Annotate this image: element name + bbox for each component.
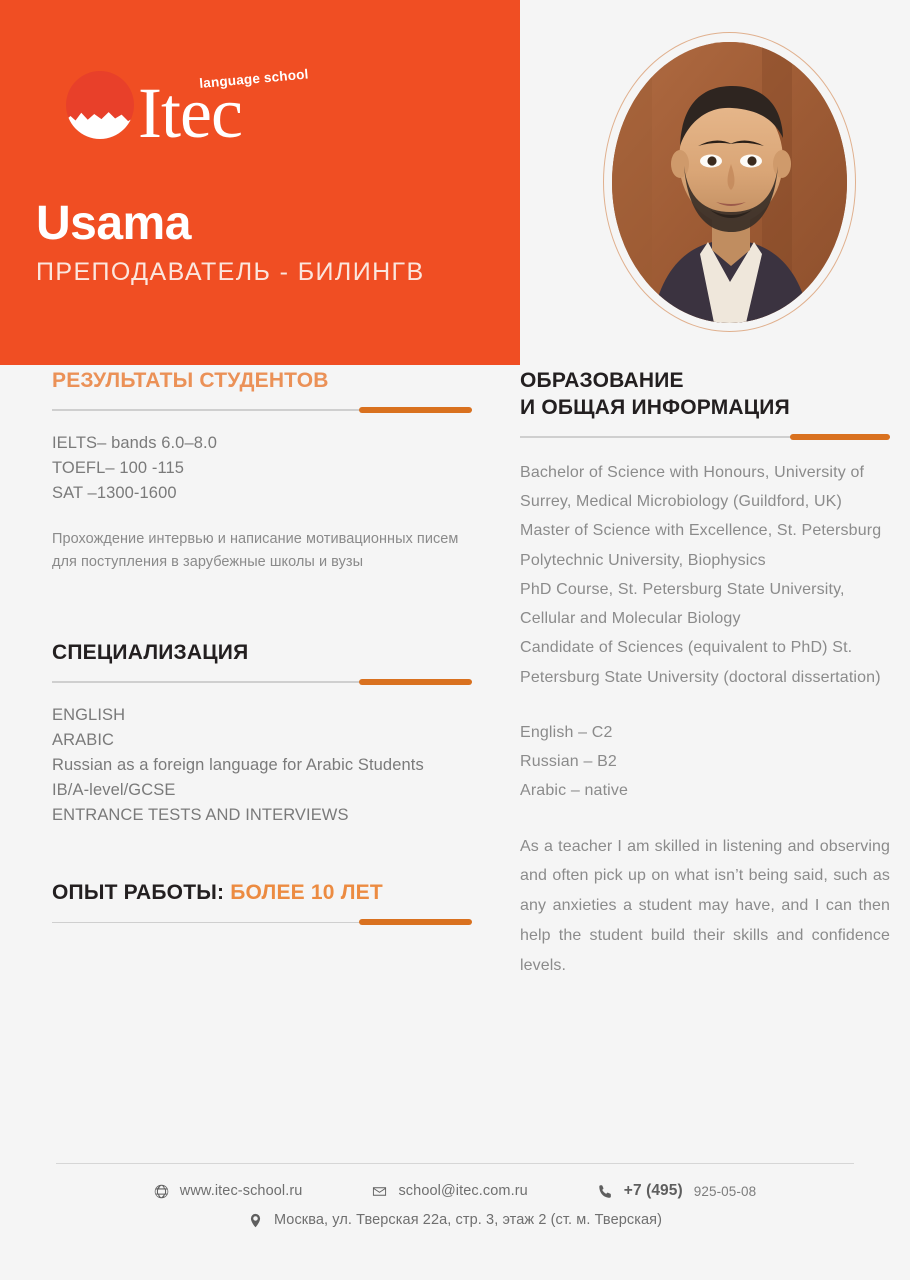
section-student-results — [52, 368, 472, 574]
specialization-item: ENGLISH — [52, 705, 126, 724]
footer-separator — [56, 1163, 854, 1164]
section-experience — [52, 880, 472, 925]
footer-row-address — [0, 1212, 910, 1228]
section-specialization — [52, 640, 472, 828]
envelope-icon — [372, 1184, 387, 1199]
section-divider — [52, 919, 472, 925]
logo-wordmark — [138, 66, 310, 153]
result-line: SAT –1300-1600 — [52, 484, 177, 503]
section-divider — [520, 434, 890, 440]
specialization-item: Russian as a foreign language for Arabic Students — [52, 755, 424, 774]
specialization-item: ARABIC — [52, 730, 115, 749]
mountain-shape — [66, 107, 134, 139]
education-entry: Master of Science with Excellence, St. Petersburg Polytechnic University, Biophysics — [520, 522, 882, 569]
result-line: IELTS– bands 6.0–8.0 — [52, 433, 217, 452]
contact-address[interactable] — [248, 1212, 662, 1228]
experience-value: БОЛЕЕ 10 ЛЕТ — [230, 881, 383, 905]
itec-circle-icon — [66, 71, 134, 139]
email-text: school@itec.com.ru — [398, 1183, 528, 1199]
right-column — [520, 368, 890, 980]
section-title-education-line1: ОБРАЗОВАНИЕ — [520, 369, 684, 392]
section-divider — [52, 407, 472, 413]
avatar-photo — [612, 42, 847, 323]
person-name: Usama — [36, 197, 191, 250]
experience-label: ОПЫТ РАБОТЫ: — [52, 881, 225, 905]
footer-row-primary — [0, 1182, 910, 1200]
language-level: English – C2 — [520, 723, 613, 741]
contact-website[interactable] — [154, 1183, 303, 1199]
content-area — [0, 368, 910, 1158]
education-entry: Bachelor of Science with Honours, University of Surrey, Medical Microbiology (Guildford, UK) — [520, 463, 865, 511]
specialization-item: ENTRANCE TESTS AND INTERVIEWS — [52, 806, 349, 825]
spacer — [52, 828, 472, 880]
result-line: TOEFL– 100 -115 — [52, 458, 185, 477]
about-paragraph: As a teacher I am skilled in listening and observing and often pick up on what isn’t being said, such as any anxieties a student may have, and I can then help the student build their skills and confidence levels. — [520, 837, 890, 974]
contact-phone[interactable] — [598, 1182, 756, 1200]
section-title-education-line2: И ОБЩАЯ ИНФОРМАЦИЯ — [520, 395, 790, 419]
phone-number: 925-05-08 — [693, 1183, 757, 1199]
phone-icon — [598, 1184, 613, 1199]
header-banner — [0, 0, 910, 368]
left-column — [52, 368, 472, 943]
contact-email[interactable] — [372, 1183, 527, 1199]
section-divider — [52, 679, 472, 685]
website-text: www.itec-school.ru — [179, 1183, 303, 1199]
portrait-illustration — [612, 42, 847, 323]
footer-contacts — [0, 1182, 910, 1228]
brand-logo[interactable] — [66, 57, 310, 153]
spacer — [520, 692, 890, 718]
globe-icon — [154, 1184, 169, 1199]
location-pin-icon — [248, 1213, 263, 1228]
phone-prefix: +7 (495) — [623, 1182, 683, 1199]
spacer — [52, 574, 472, 640]
language-level: Arabic – native — [520, 782, 629, 800]
section-education — [520, 368, 890, 980]
section-title-experience — [52, 880, 472, 907]
section-title-specialization: СПЕЦИАЛИЗАЦИЯ — [52, 640, 249, 664]
avatar — [603, 32, 856, 332]
person-role: ПРЕПОДАВАТЕЛЬ - БИЛИНГВ — [36, 258, 425, 286]
education-entry: PhD Course, St. Petersburg State University, Cellular and Molecular Biology — [520, 580, 845, 628]
results-note: Прохождение интервью и написание мотивационных писем для поступления в зарубежные школы и вузы — [52, 531, 459, 571]
logo-word: Itec — [138, 72, 242, 153]
logo-tagline: language school — [198, 66, 310, 91]
header-orange-panel — [0, 0, 520, 365]
language-level: Russian – B2 — [520, 753, 617, 771]
education-entry: Candidate of Sciences (equivalent to PhD) St. Petersburg State University (doctoral dissertation) — [520, 639, 881, 686]
specialization-item: IB/A-level/GCSE — [52, 781, 176, 800]
section-title-results: РЕЗУЛЬТАТЫ СТУДЕНТОВ — [52, 369, 329, 392]
address-text: Москва, ул. Тверская 22а, стр. 3, этаж 2 (ст. м. Тверская) — [273, 1212, 663, 1228]
spacer — [520, 806, 890, 832]
